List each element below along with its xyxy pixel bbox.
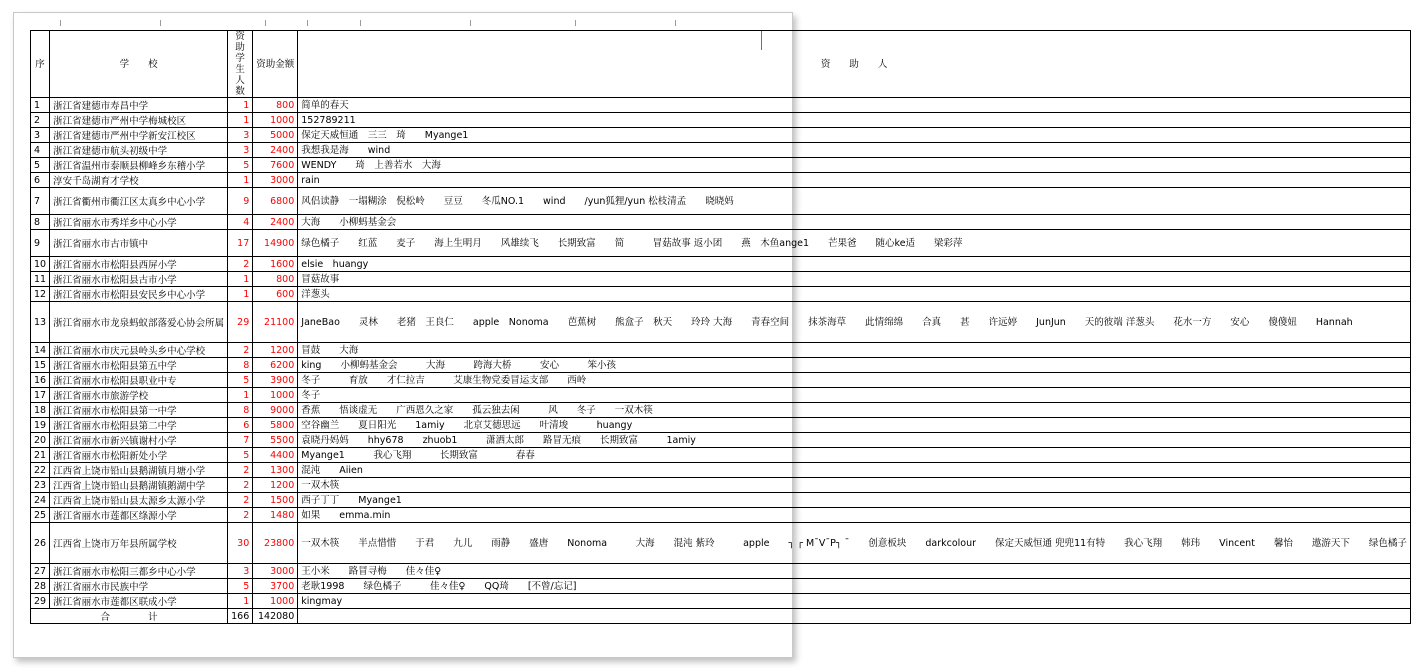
row-seq: 6 [31,173,50,188]
row-student-count: 30 [228,523,253,564]
table-row [31,287,1411,302]
row-amount: 800 [253,272,298,287]
row-school: 浙江省衢州市衢江区太真乡中心小学 [50,188,228,215]
row-donors: 一双木筷 半点惜惜 于君 九儿 雨静 盛唐 Nonoma 大海 混沌 紫玲 apple ┐ ┌ M¯V¯P┐ ¯ 创意板块 darkcolour 保定天威恒通 兜兜11有特 我心飞翔 韩玮 Vincent 馨怡 遨游天下 绿色橘子 [298,523,1411,564]
row-seq: 22 [31,463,50,478]
table-row [31,358,1411,373]
row-student-count: 2 [228,478,253,493]
ruler-tick [360,20,361,26]
row-donors: 一双木筷 [298,478,1411,493]
row-seq: 11 [31,272,50,287]
row-seq: 7 [31,188,50,215]
row-seq: 21 [31,448,50,463]
row-school: 浙江省丽水市松阳县古市小学 [50,272,228,287]
table-row [31,403,1411,418]
total-count: 166 [228,609,253,624]
row-school: 浙江省丽水市龙泉蚂蚁部落爱心协会所属 [50,302,228,343]
row-amount: 6200 [253,358,298,373]
row-amount: 1000 [253,113,298,128]
row-donors: Myange1 我心飞翔 长期致富 春春 [298,448,1411,463]
row-amount: 2400 [253,143,298,158]
table-row [31,448,1411,463]
row-amount: 4400 [253,448,298,463]
row-seq: 8 [31,215,50,230]
table-row [31,564,1411,579]
row-school: 浙江省丽水市新兴镇谢村小学 [50,433,228,448]
table-row [31,302,1411,343]
table-row [31,158,1411,173]
ruler-tick [265,20,266,26]
row-seq: 4 [31,143,50,158]
row-amount: 5000 [253,128,298,143]
row-seq: 29 [31,594,50,609]
row-seq: 27 [31,564,50,579]
table-row [31,188,1411,215]
row-seq: 13 [31,302,50,343]
row-student-count: 4 [228,215,253,230]
row-amount: 3000 [253,564,298,579]
row-donors: 冒菇故事 [298,272,1411,287]
row-amount: 7600 [253,158,298,173]
row-donors: 冬子 育放 才仁拉吉 艾康生物党委冒运支部 西岭 [298,373,1411,388]
ruler-tick [575,20,576,26]
row-seq: 16 [31,373,50,388]
row-donors: 大海 小柳蚂基金会 [298,215,1411,230]
row-amount: 3700 [253,579,298,594]
row-seq: 20 [31,433,50,448]
row-donors: 冒鼓 大海 [298,343,1411,358]
donation-table [30,30,1411,624]
table-row [31,433,1411,448]
row-student-count: 1 [228,388,253,403]
row-amount: 5500 [253,433,298,448]
row-donors: 香蕉 悟谈虚无 广西恩久之家 孤云独去闲 风 冬子 一双木筷 [298,403,1411,418]
table-row [31,523,1411,564]
row-amount: 3000 [253,173,298,188]
ruler-tick [307,20,308,26]
row-seq: 24 [31,493,50,508]
table-row [31,463,1411,478]
row-seq: 15 [31,358,50,373]
row-seq: 9 [31,230,50,257]
ruler-tick [675,20,676,26]
row-school: 江西省上饶市万年县所属学校 [50,523,228,564]
row-school: 江西省上饶市铅山县太源乡太源小学 [50,493,228,508]
row-donors: 保定天威恒通 三三 琦 Myange1 [298,128,1411,143]
row-donors: 如果 emma.min [298,508,1411,523]
row-student-count: 1 [228,594,253,609]
header-donors: 资 助 人 [298,31,1411,98]
total-row [31,609,1411,624]
row-amount: 1000 [253,388,298,403]
row-donors: 冬子 [298,388,1411,403]
ruler-tick [470,20,471,26]
row-donors: WENDY 琦 上善若水 大海 [298,158,1411,173]
header-seq: 序 [31,31,50,98]
row-school: 浙江省温州市泰顺县柳峰乡东稽小学 [50,158,228,173]
table-row [31,373,1411,388]
row-school: 浙江省丽水市松阳县安民乡中心小学 [50,287,228,302]
row-amount: 6800 [253,188,298,215]
row-amount: 1300 [253,463,298,478]
table-row [31,173,1411,188]
row-school: 浙江省建德市严州中学新安江校区 [50,128,228,143]
row-student-count: 1 [228,113,253,128]
total-donors-empty [298,609,1411,624]
row-student-count: 8 [228,403,253,418]
table-body [31,98,1411,609]
row-donors: 洋葱头 [298,287,1411,302]
row-student-count: 2 [228,493,253,508]
row-seq: 12 [31,287,50,302]
row-amount: 800 [253,98,298,113]
row-donors: 空谷幽兰 夏日阳光 1amiy 北京艾德思远 叶清埈 huangy [298,418,1411,433]
row-donors: elsie huangy [298,257,1411,272]
row-seq: 3 [31,128,50,143]
row-donors: king 小柳蚂基金会 大海 跨海大桥 安心 笨小孩 [298,358,1411,373]
row-school: 浙江省丽水市旅游学校 [50,388,228,403]
total-label: 合 计 [31,609,228,624]
table-row [31,493,1411,508]
row-school: 浙江省建德市航头初级中学 [50,143,228,158]
table-row [31,215,1411,230]
row-donors: 风侣读静 一塌糊涂 倪松岭 豆豆 冬瓜NO.1 wind /yun狐狸/yun 松枝清孟 晓晓妈 [298,188,1411,215]
row-seq: 1 [31,98,50,113]
row-school: 浙江省丽水市松阳县第五中学 [50,358,228,373]
row-seq: 23 [31,478,50,493]
row-school: 浙江省丽水市松阳新处小学 [50,448,228,463]
table-row [31,113,1411,128]
row-donors: rain [298,173,1411,188]
row-donors: 西子丁丁 Myange1 [298,493,1411,508]
row-school: 浙江省丽水市庆元县岭头乡中心学校 [50,343,228,358]
row-donors: kingmay [298,594,1411,609]
row-school: 浙江省丽水市古市镇中 [50,230,228,257]
row-student-count: 8 [228,358,253,373]
header-row [31,31,1411,98]
row-amount: 1000 [253,594,298,609]
row-school: 浙江省丽水市松阳县第一中学 [50,403,228,418]
row-seq: 26 [31,523,50,564]
row-student-count: 2 [228,508,253,523]
row-amount: 2400 [253,215,298,230]
row-student-count: 2 [228,463,253,478]
row-student-count: 1 [228,272,253,287]
row-student-count: 9 [228,188,253,215]
row-donors: 简单的春天 [298,98,1411,113]
row-school: 浙江省建德市严州中学梅城校区 [50,113,228,128]
row-student-count: 17 [228,230,253,257]
table-row [31,579,1411,594]
table-row [31,594,1411,609]
row-donors: 袁晓丹妈妈 hhy678 zhuob1 潇洒太郎 路冒无痕 长期致富 1amiy [298,433,1411,448]
row-seq: 28 [31,579,50,594]
row-student-count: 3 [228,128,253,143]
row-seq: 18 [31,403,50,418]
row-school: 浙江省丽水市莲都区绦源小学 [50,508,228,523]
row-student-count: 6 [228,418,253,433]
row-amount: 1500 [253,493,298,508]
row-school: 淳安千岛湖育才学校 [50,173,228,188]
row-seq: 2 [31,113,50,128]
row-seq: 5 [31,158,50,173]
row-donors: 绿色橘子 红蓝 麦子 海上生明月 风雄续飞 长期致富 简 冒菇故事 返小团 燕 木鱼ange1 芒果爸 随心ke适 梁彩萍 [298,230,1411,257]
row-donors: 王小米 路冒寻梅 佳々佳♀ [298,564,1411,579]
row-student-count: 5 [228,448,253,463]
row-student-count: 5 [228,579,253,594]
row-school: 江西省上饶市铅山县鹅湖镇月塘小学 [50,463,228,478]
row-amount: 9000 [253,403,298,418]
table-row [31,418,1411,433]
row-school: 浙江省丽水市松阳县第二中学 [50,418,228,433]
row-donors: 老耿1998 绿色橘子 佳々佳♀ QQ琦 [不曾/忘记] [298,579,1411,594]
row-amount: 5800 [253,418,298,433]
row-amount: 1200 [253,343,298,358]
table-row [31,257,1411,272]
row-amount: 1200 [253,478,298,493]
row-school: 浙江省丽水市莲都区联成小学 [50,594,228,609]
row-donors: JaneBao 灵林 老猪 王良仁 apple Nonoma 芭蕉树 熊盒子 秋天 玲玲 大海 青春空间 抹茶海草 此情绵绵 合真 甚 许远婷 JunJun 天的彼端 洋葱头 花水一方 安心 傻傻妞 Hannah [298,302,1411,343]
table-row [31,128,1411,143]
table-row [31,230,1411,257]
table-row [31,388,1411,403]
row-seq: 19 [31,418,50,433]
table-row [31,98,1411,113]
row-student-count: 1 [228,173,253,188]
row-student-count: 3 [228,564,253,579]
table-row [31,272,1411,287]
row-school: 江西省上饶市铅山县鹅湖镇鹅湖中学 [50,478,228,493]
row-amount: 23800 [253,523,298,564]
row-student-count: 2 [228,343,253,358]
row-donors: 我想我是海 wind [298,143,1411,158]
row-school: 浙江省丽水市松阳县西屏小学 [50,257,228,272]
header-amount: 资助金额 [253,31,298,98]
row-seq: 10 [31,257,50,272]
row-student-count: 7 [228,433,253,448]
table-row [31,143,1411,158]
row-school: 浙江省建德市寿昌中学 [50,98,228,113]
row-amount: 14900 [253,230,298,257]
row-student-count: 5 [228,373,253,388]
total-amount: 142080 [253,609,298,624]
row-amount: 21100 [253,302,298,343]
row-donors: 混沌 Aiien [298,463,1411,478]
table-row [31,508,1411,523]
row-amount: 1600 [253,257,298,272]
row-student-count: 2 [228,257,253,272]
ruler-tick [60,20,61,26]
row-amount: 600 [253,287,298,302]
ruler-tick [160,20,161,26]
header-school: 学 校 [50,31,228,98]
header-count: 资助学生人数 [228,31,253,98]
row-seq: 17 [31,388,50,403]
row-student-count: 5 [228,158,253,173]
row-seq: 25 [31,508,50,523]
row-student-count: 29 [228,302,253,343]
table-row [31,343,1411,358]
row-student-count: 1 [228,287,253,302]
row-donors: 152789211 [298,113,1411,128]
table-row [31,478,1411,493]
row-school: 浙江省丽水市秀垟乡中心小学 [50,215,228,230]
row-student-count: 1 [228,98,253,113]
row-seq: 14 [31,343,50,358]
row-amount: 3900 [253,373,298,388]
row-amount: 1480 [253,508,298,523]
row-school: 浙江省丽水市松阳三都乡中心小学 [50,564,228,579]
row-student-count: 3 [228,143,253,158]
row-school: 浙江省丽水市民族中学 [50,579,228,594]
row-school: 浙江省丽水市松阳县职业中专 [50,373,228,388]
